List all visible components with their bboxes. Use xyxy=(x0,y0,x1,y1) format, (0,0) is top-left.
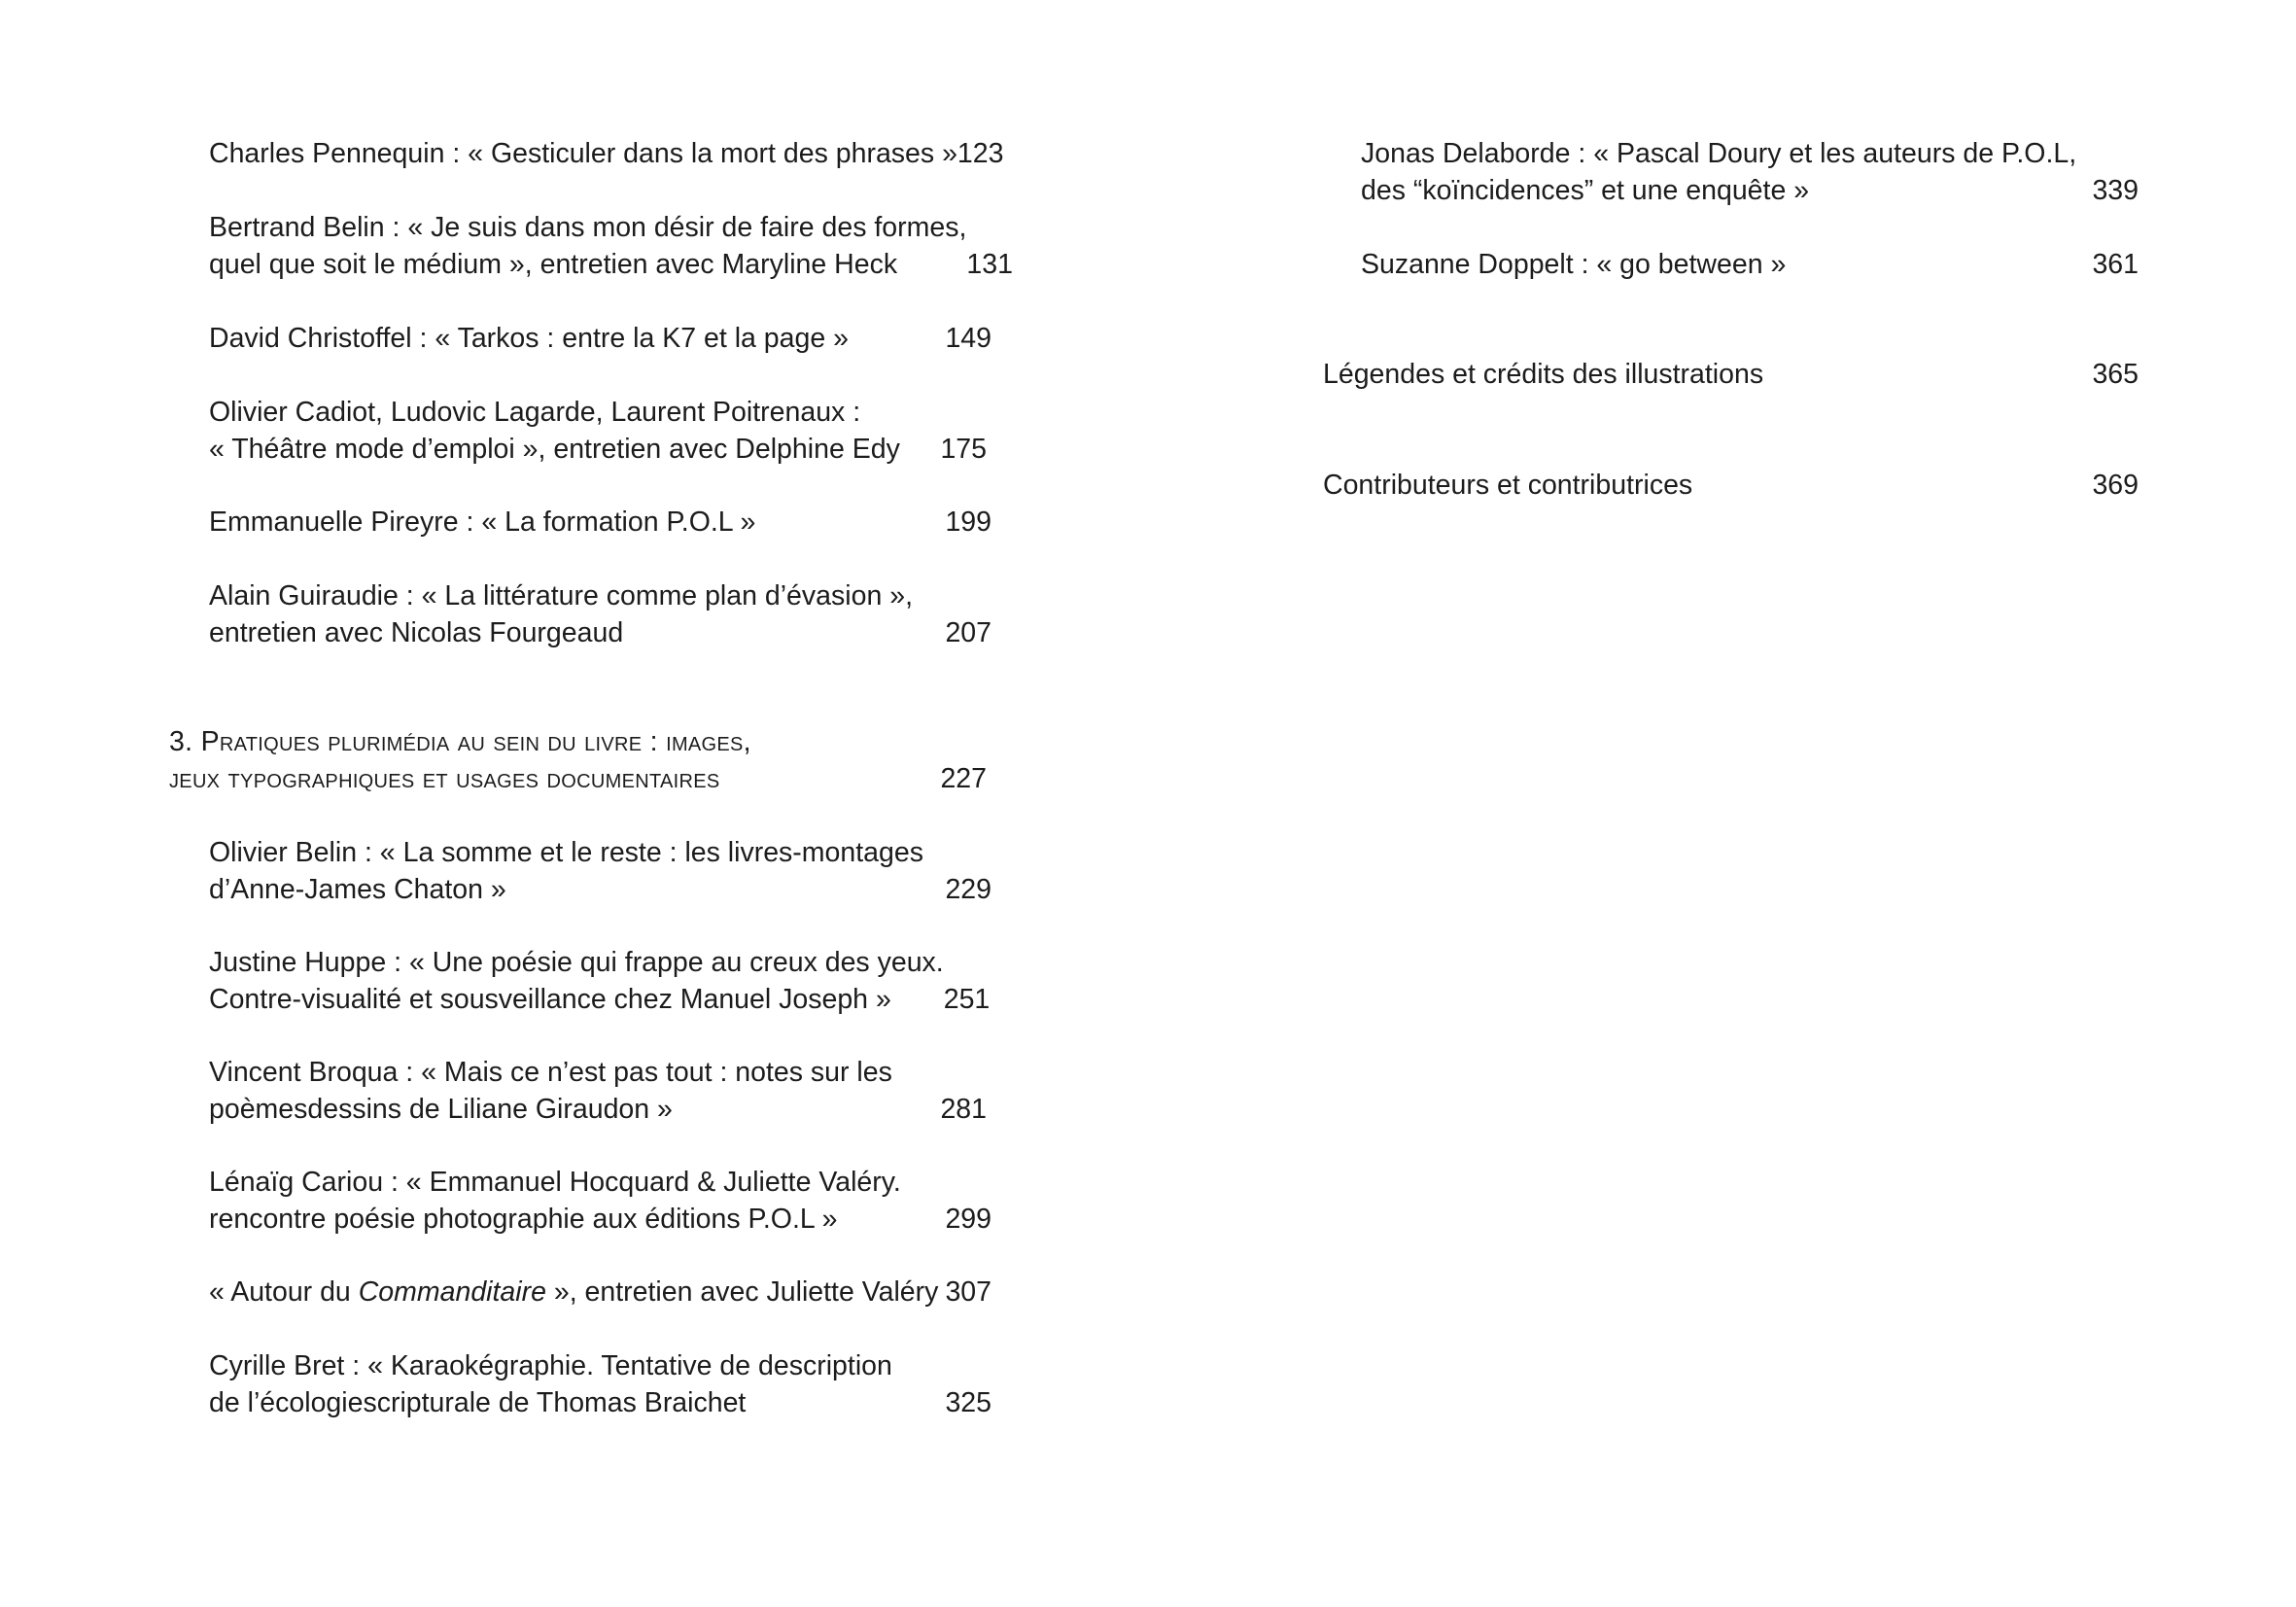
entry-title-post: », entretien avec Juliette Valéry xyxy=(545,1276,939,1308)
toc-entry-contributeurs xyxy=(1323,467,2139,504)
toc-entry-cadiot xyxy=(209,394,987,468)
toc-entry-bret xyxy=(209,1347,991,1421)
entry-title-italic: Commanditaire xyxy=(358,1276,546,1308)
entry-title: Suzanne Doppelt : « go between » xyxy=(1361,249,1787,280)
page-number: 149 xyxy=(945,323,991,354)
entry-title: Emmanuelle Pireyre : « La formation P.O.L » xyxy=(209,507,756,538)
toc-entry-broqua xyxy=(209,1054,987,1128)
page-number: 207 xyxy=(945,617,991,648)
toc-entry-guiraudie xyxy=(209,577,991,651)
page-number: 369 xyxy=(2092,470,2139,501)
page-number: 325 xyxy=(945,1387,991,1418)
toc-section-3-heading xyxy=(169,723,987,797)
toc-entry-commanditaire xyxy=(209,1274,991,1310)
entry-title: Légendes et crédits des illustrations xyxy=(1323,359,1764,390)
entry-title-line-2: de l’écologiescripturale de Thomas Braichet xyxy=(209,1387,747,1418)
entry-title: David Christoffel : « Tarkos : entre la K7 et la page » xyxy=(209,323,849,354)
entry-title-pre: « Autour du xyxy=(209,1276,359,1308)
page-number: 199 xyxy=(945,507,991,538)
entry-title-line-2: poèmesdessins de Liliane Giraudon » xyxy=(209,1094,673,1125)
page-number: 365 xyxy=(2092,359,2139,390)
entry-title-line-1: Alain Guiraudie : « La littérature comme plan d’évasion », xyxy=(209,580,913,611)
entry-title-line-1: Olivier Cadiot, Ludovic Lagarde, Laurent Poitrenaux : xyxy=(209,397,861,428)
page-number: 307 xyxy=(945,1276,991,1308)
entry-title-line-1: Vincent Broqua : « Mais ce n’est pas tout : notes sur les xyxy=(209,1057,892,1088)
entry-title-line-1: Justine Huppe : « Une poésie qui frappe au creux des yeux. xyxy=(209,947,944,978)
entry-title-line-2: Contre-visualité et sousveillance chez Manuel Joseph » xyxy=(209,984,891,1015)
page-number: 281 xyxy=(940,1094,987,1125)
entry-title-line-1: Cyrille Bret : « Karaokégraphie. Tentative de description xyxy=(209,1350,892,1381)
entry-title-line-1: Jonas Delaborde : « Pascal Doury et les auteurs de P.O.L, xyxy=(1361,138,2077,169)
entry-title-line-2: rencontre poésie photographie aux éditions P.O.L » xyxy=(209,1204,838,1235)
entry-title xyxy=(209,1274,945,1310)
entry-title-line-1: Lénaïg Cariou : « Emmanuel Hocquard & Juliette Valéry. xyxy=(209,1167,901,1198)
toc-entry-delaborde xyxy=(1361,135,2139,209)
page-number: 123 xyxy=(957,138,1004,169)
page-number: 131 xyxy=(966,249,1013,280)
toc-entry-pennequin xyxy=(209,135,1004,172)
section-title-line-2: jeux typographiques et usages documentaires xyxy=(169,763,720,794)
entry-title-line-2: entretien avec Nicolas Fourgeaud xyxy=(209,617,624,648)
entry-title-line-2: des “koïncidences” et une enquête » xyxy=(1361,175,1810,206)
toc-entry-huppe xyxy=(209,944,991,1018)
page-number: 251 xyxy=(943,984,991,1015)
page-number: 229 xyxy=(945,874,991,905)
entry-title-line-1: Bertrand Belin : « Je suis dans mon désir de faire des formes, xyxy=(209,212,967,243)
entry-title: Contributeurs et contributrices xyxy=(1323,470,1693,501)
entry-title: Charles Pennequin : « Gesticuler dans la mort des phrases » xyxy=(209,138,957,169)
toc-entry-christoffel xyxy=(209,320,991,357)
page-number: 175 xyxy=(940,434,987,465)
toc-entry-belin-bertrand xyxy=(209,209,1013,283)
page-number: 339 xyxy=(2092,175,2139,206)
entry-title-line-2: quel que soit le médium », entretien avec Maryline Heck xyxy=(209,249,898,280)
toc-entry-cariou xyxy=(209,1164,991,1238)
toc-entry-pireyre xyxy=(209,504,991,541)
entry-title-line-1: Olivier Belin : « La somme et le reste : les livres-montages xyxy=(209,837,923,868)
page-number: 227 xyxy=(940,763,987,794)
entry-title-line-2: « Théâtre mode d’emploi », entretien avec Delphine Edy xyxy=(209,434,900,465)
page-number: 361 xyxy=(2092,249,2139,280)
toc-entry-belin-olivier xyxy=(209,834,991,908)
toc-entry-doppelt xyxy=(1361,246,2139,283)
toc-entry-legendes xyxy=(1323,356,2139,393)
page-number: 299 xyxy=(945,1204,991,1235)
section-title-line-1: 3. Pratiques plurimédia au sein du livre : images, xyxy=(169,726,751,757)
entry-title-line-2: d’Anne-James Chaton » xyxy=(209,874,506,905)
